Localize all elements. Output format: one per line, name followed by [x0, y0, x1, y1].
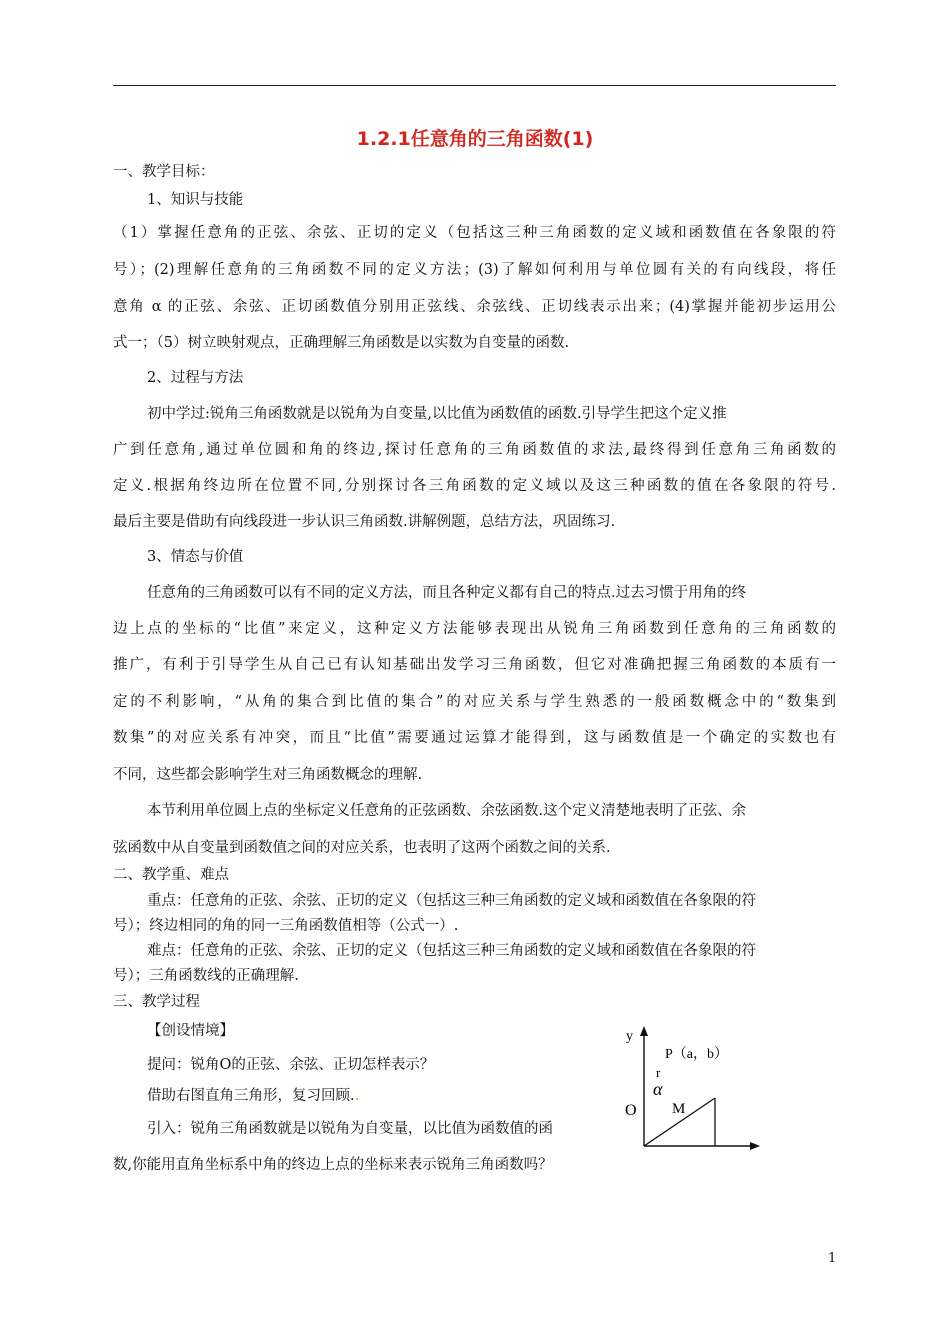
review-text: 借助右图直角三角形，复习回顾.	[147, 1088, 355, 1104]
paragraph-line: 推广，有利于引导学生从自己已有认知基础出发学习三角函数，但它对准确把握三角函数的本质有一	[113, 657, 836, 673]
right-triangle-figure	[620, 1022, 760, 1152]
section-3-heading: 三、教学过程	[113, 994, 200, 1010]
key-point-line: 重点：任意角的正弦、余弦、正切的定义（包括这三种三角函数的定义域和函数值在各象限的符	[147, 893, 756, 909]
section-1-heading: 一、教学目标：	[113, 164, 215, 180]
alpha-label: α	[653, 1079, 663, 1099]
point-p-label: P（a，b）	[665, 1047, 728, 1062]
paragraph-line: 广到任意角,通过单位圆和角的终边,探讨任意角的三角函数值的求法,最终得到任意角三角函数的	[113, 442, 836, 458]
intro-line: 引入：锐角三角函数就是以锐角为自变量，以比值为函数值的函	[147, 1121, 553, 1137]
page-number: 1	[828, 1251, 837, 1266]
subsection-process: 2、过程与方法	[147, 370, 244, 386]
paragraph-line: 最后主要是借助有向线段进一步认识三角函数.讲解例题，总结方法，巩固练习.	[113, 514, 616, 530]
page-title: 1.2.1任意角的三角函数(1)	[356, 128, 594, 150]
question-line: 提问：锐角O的正弦、余弦、正切怎样表示？	[147, 1057, 435, 1073]
paragraph-line: （1）掌握任意角的正弦、余弦、正切的定义（包括这三种三角函数的定义域和函数值在各象限的符	[113, 225, 836, 241]
key-point-line: 号）；终边相同的角的同一三角函数值相等（公式一）.	[113, 918, 459, 934]
point-m-label: M	[672, 1101, 686, 1117]
paragraph-line: 定义.根据角终边所在位置不同,分别探讨各三角函数的定义域以及这三种函数的值在各象限的符号.	[113, 478, 836, 494]
radius-label: r	[656, 1065, 661, 1080]
intro-line: 数,你能用直角坐标系中角的终边上点的坐标来表示锐角三角函数吗？	[113, 1157, 553, 1173]
paragraph-line: 意角 α 的正弦、余弦、正切函数值分别用正弦线、余弦线、正切线表示出来；(4)掌握并能初步运用公	[113, 299, 836, 315]
paragraph-line: 弦函数中从自变量到函数值之间的对应关系，也表明了这两个函数之间的关系.	[113, 840, 611, 856]
section-2-heading: 二、教学重、难点	[113, 867, 229, 883]
origin-label: O	[625, 1102, 637, 1119]
paragraph-line: 号）；(2)理解任意角的三角函数不同的定义方法；(3)了解如何利用与单位圆有关的有向线段，将任	[113, 262, 836, 278]
difficulty-line: 难点：任意角的正弦、余弦、正切的定义（包括这三种三角函数的定义域和函数值在各象限的符	[147, 943, 756, 959]
review-dot: .	[354, 1088, 360, 1104]
paragraph-line: 任意角的三角函数可以有不同的定义方法，而且各种定义都有自己的特点.过去习惯于用角的终	[147, 585, 747, 601]
paragraph-line: 边上点的坐标的“比值”来定义，这种定义方法能够表现出从锐角三角函数到任意角的三角函数的	[113, 621, 836, 637]
paragraph-line: 式一；（5）树立映射观点，正确理解三角函数是以实数为自变量的函数.	[113, 335, 570, 351]
subsection-values: 3、情态与价值	[147, 549, 244, 565]
paragraph-line: 数集”的对应关系有冲突，而且“比值”需要通过运算才能得到，这与函数值是一个确定的实数也有	[113, 730, 836, 746]
review-line	[147, 1084, 607, 1105]
paragraph-line: 不同，这些都会影响学生对三角函数概念的理解.	[113, 767, 423, 783]
subsection-knowledge: 1、知识与技能	[147, 192, 244, 208]
difficulty-line: 号）；三角函数线的正确理解.	[113, 968, 299, 984]
scene-heading: 【创设情境】	[147, 1023, 234, 1039]
paragraph-line: 定的不利影响，“从角的集合到比值的集合”的对应关系与学生熟悉的一般函数概念中的“数集到	[113, 694, 836, 710]
paragraph-line: 初中学过:锐角三角函数就是以锐角为自变量,以比值为函数值的函数.引导学生把这个定义推	[147, 406, 727, 422]
x-axis-arrow-icon	[750, 1142, 760, 1150]
y-axis-label: y	[626, 1029, 633, 1044]
y-axis-arrow-icon	[640, 1026, 648, 1036]
paragraph-line: 本节利用单位圆上点的坐标定义任意角的正弦函数、余弦函数.这个定义清楚地表明了正弦、余	[147, 803, 747, 819]
header-rule	[113, 85, 836, 86]
